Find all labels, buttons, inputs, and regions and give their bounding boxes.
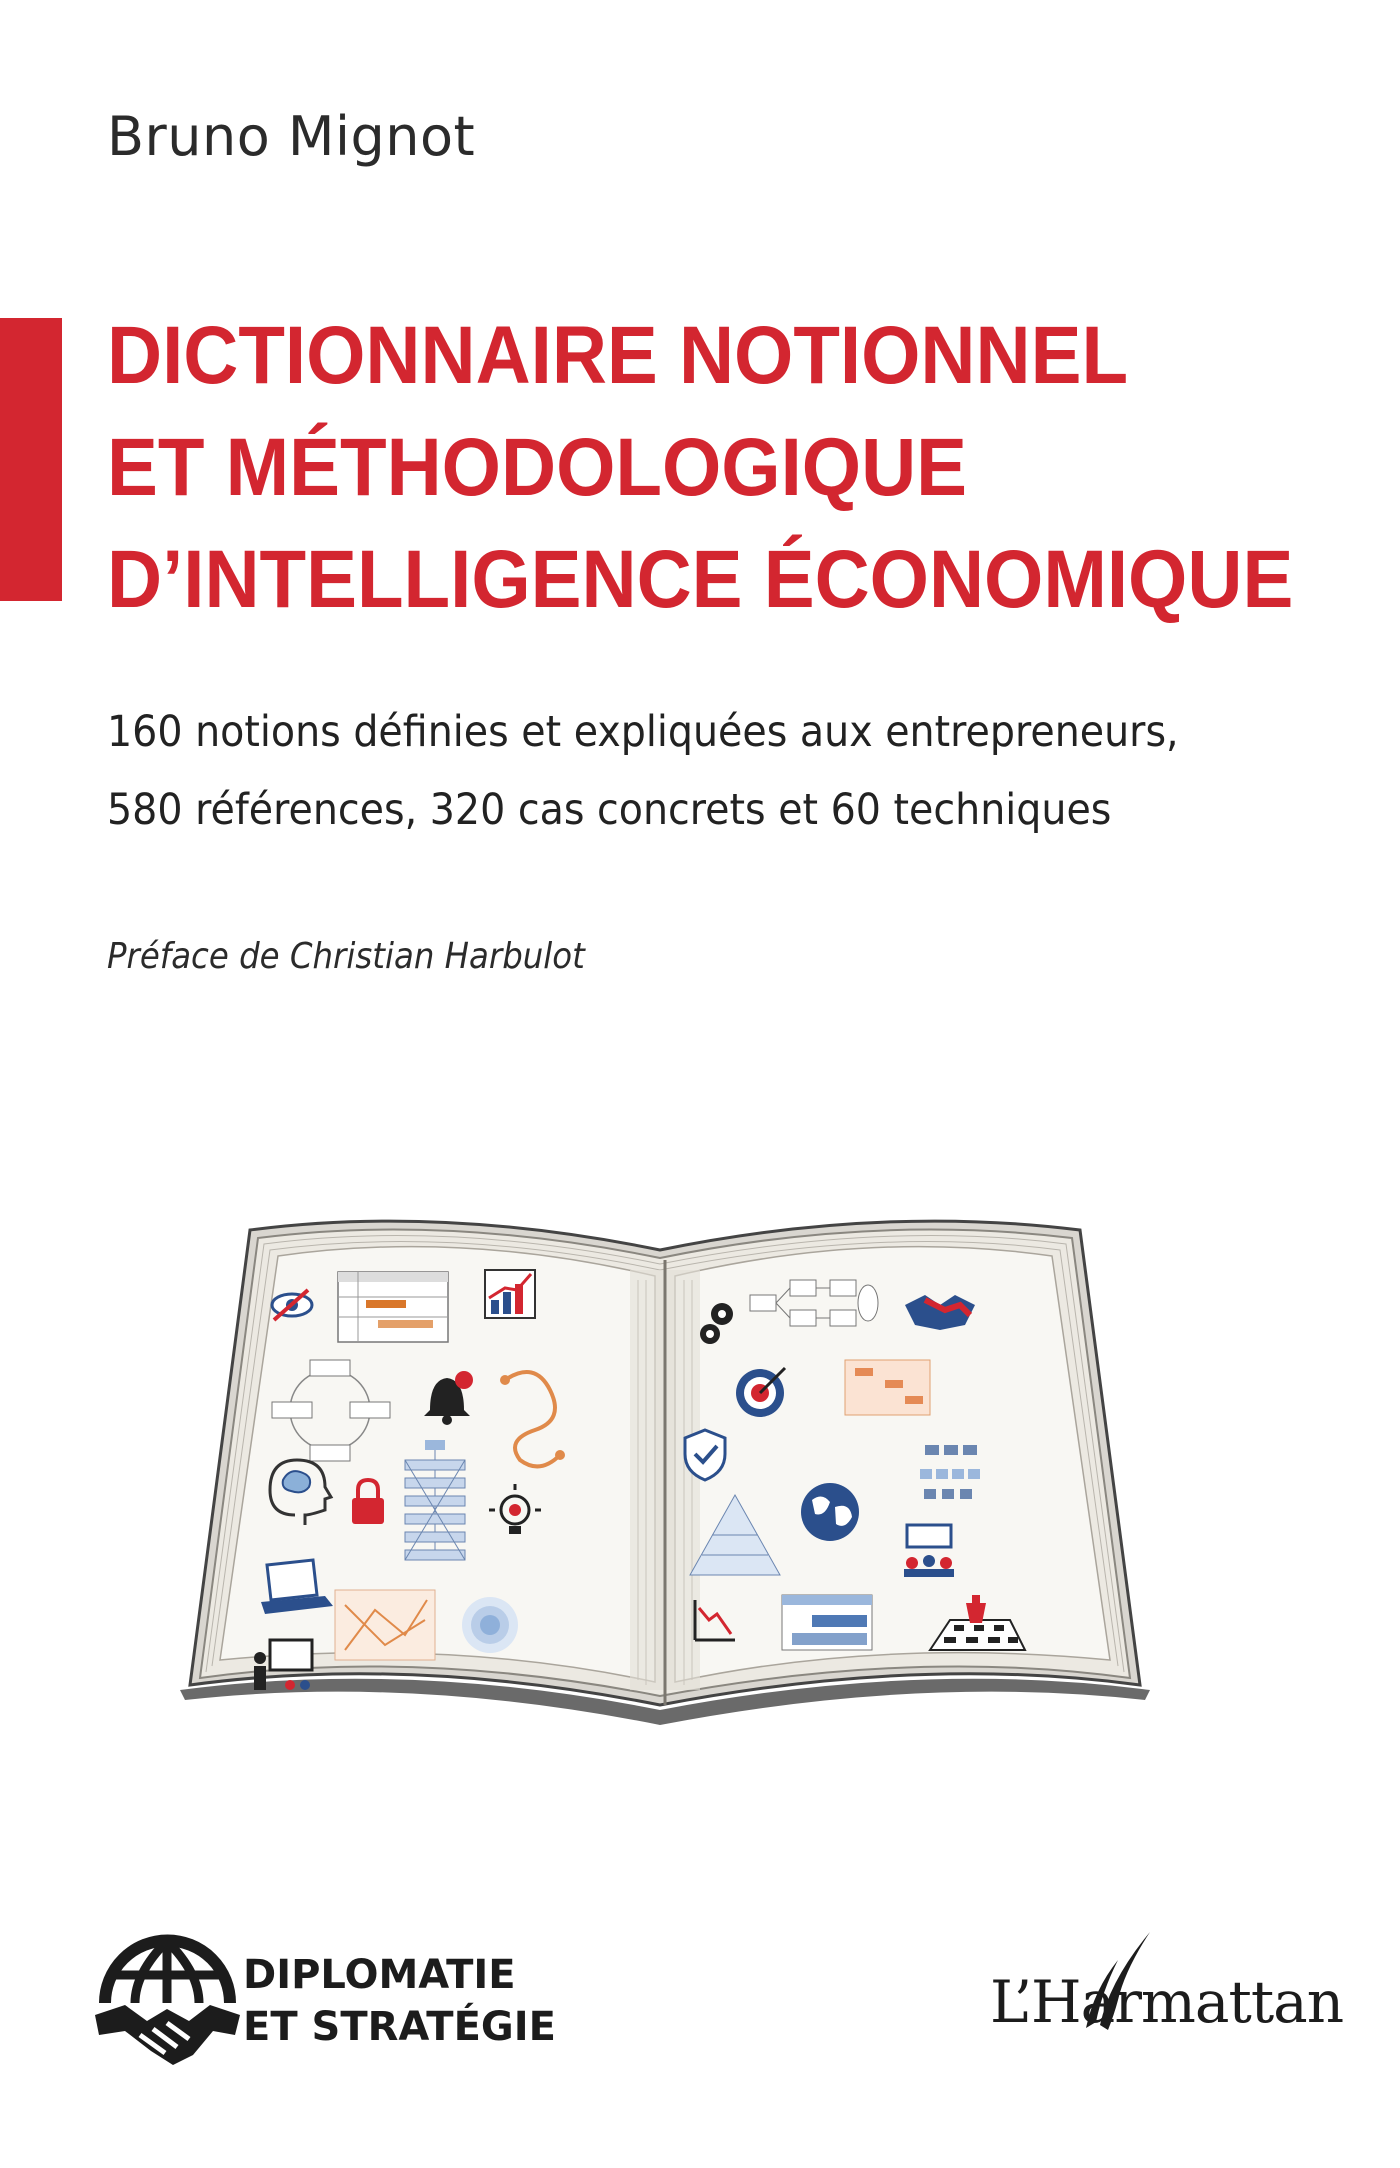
accent-bar (0, 318, 62, 601)
publisher-name: L’Harmattan (990, 1968, 1344, 2036)
globe-handshake-icon (85, 1923, 250, 2088)
title-line-3: D’INTELLIGENCE ÉCONOMIQUE (107, 534, 1294, 625)
radar-icon (462, 1597, 518, 1653)
book-subtitle (107, 693, 1248, 849)
open-book-illustration (160, 1190, 1170, 1740)
matrix-icon (845, 1360, 930, 1415)
subtitle-line-2: 580 références, 320 cas concrets et 60 techniques (107, 785, 1112, 835)
author-name: Bruno Mignot (107, 105, 476, 168)
series-logo (85, 1915, 565, 2090)
bar-chart-icon (485, 1270, 535, 1318)
network-map-icon (335, 1590, 435, 1660)
table-icon (338, 1272, 448, 1342)
series-line-2: ET STRATÉGIE (243, 2004, 556, 2050)
series-name (243, 1949, 556, 2053)
title-line-1: DICTIONNAIRE NOTIONNEL (107, 310, 1129, 401)
shield-check-icon (685, 1430, 725, 1480)
globe-icon (801, 1483, 859, 1541)
series-line-1: DIPLOMATIE (243, 1952, 516, 1998)
publisher-logo (990, 1930, 1344, 2040)
data-table-icon (782, 1595, 872, 1650)
preface-credit: Préface de Christian Harbulot (107, 936, 585, 977)
book-title (107, 300, 1294, 636)
title-line-2: ET MÉTHODOLOGIQUE (107, 422, 968, 513)
subtitle-line-1: 160 notions définies et expliquées aux entrepreneurs, (107, 707, 1179, 757)
